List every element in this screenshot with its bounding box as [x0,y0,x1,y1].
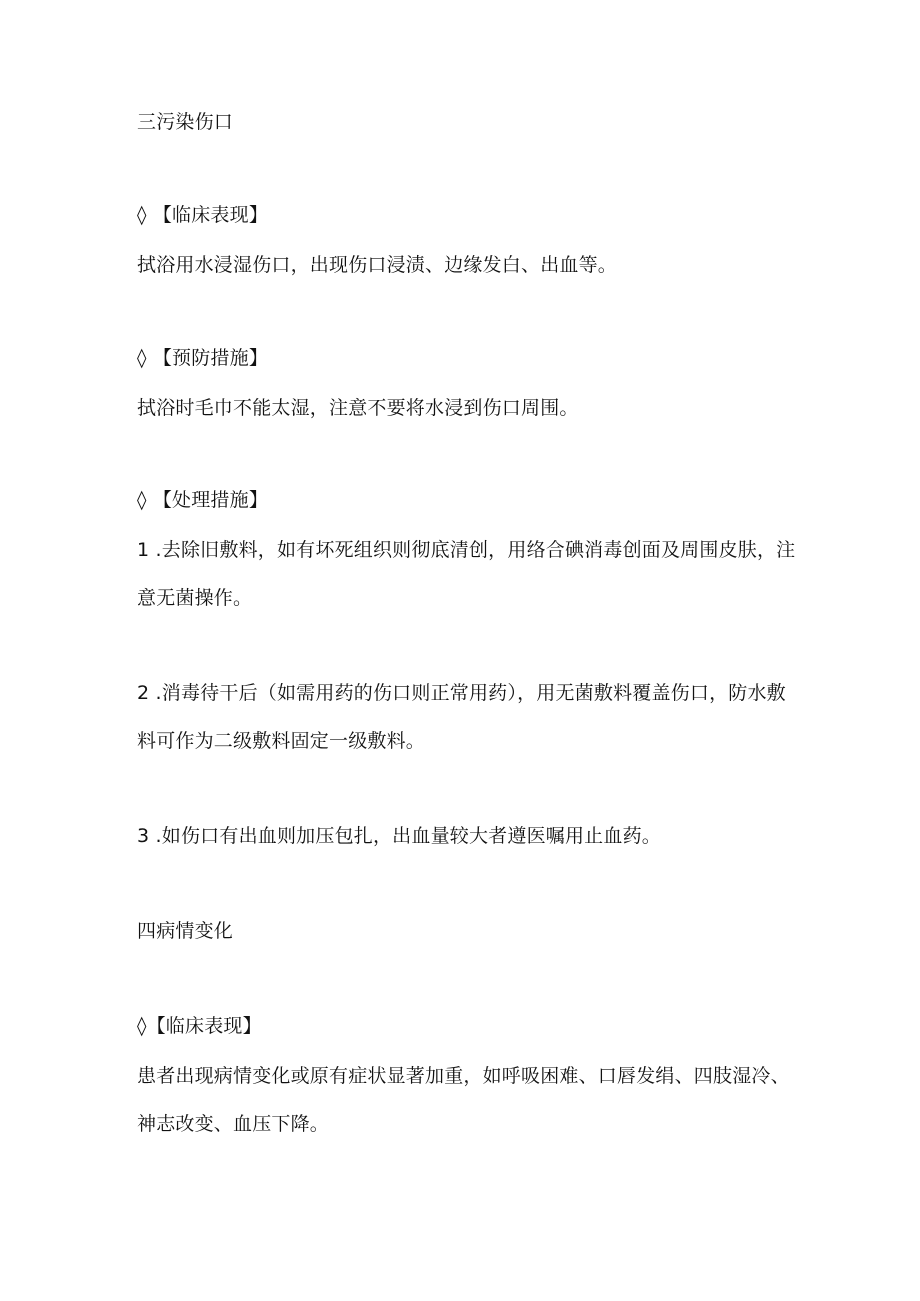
treatment-item-3-line-1: 3 .如伤口有出血则加压包扎，出血量较大者遵医嘱用止血药。 [137,825,661,847]
section-heading-contaminated-wound: 三污染伤口 [137,111,234,133]
condition-clinical-text-line-1: 患者出现病情变化或原有症状显著加重，如呼吸困难、口唇发绢、四肢湿冷、 [137,1065,790,1087]
treatment-item-1-line-1: 1 .去除旧敷料，如有坏死组织则彻底清创，用络合碘消毒创面及周围皮肤，注 [137,539,796,561]
clinical-manifestation-text: 拭浴用水浸湿伤口，出现伤口浸渍、边缘发白、出血等。 [137,254,618,276]
condition-clinical-heading: ◊【临床表现】 [137,1015,262,1037]
prevention-heading: ◊ 【预防措施】 [137,347,269,369]
treatment-item-1-line-2: 意无菌操作。 [137,587,253,609]
treatment-item-2-line-2: 料可作为二级敷料固定一级敷料。 [137,730,426,752]
treatment-item-2-line-1: 2 .消毒待干后（如需用药的伤口则正常用药），用无菌敷料覆盖伤口，防水敷 [137,682,786,704]
clinical-manifestation-heading: ◊ 【临床表现】 [137,204,269,226]
treatment-heading: ◊ 【处理措施】 [137,489,269,511]
section-heading-condition-change: 四病情变化 [137,920,234,942]
prevention-text: 拭浴时毛巾不能太湿，注意不要将水浸到伤口周围。 [137,397,579,419]
condition-clinical-text-line-2: 神志改变、血压下降。 [137,1113,330,1135]
